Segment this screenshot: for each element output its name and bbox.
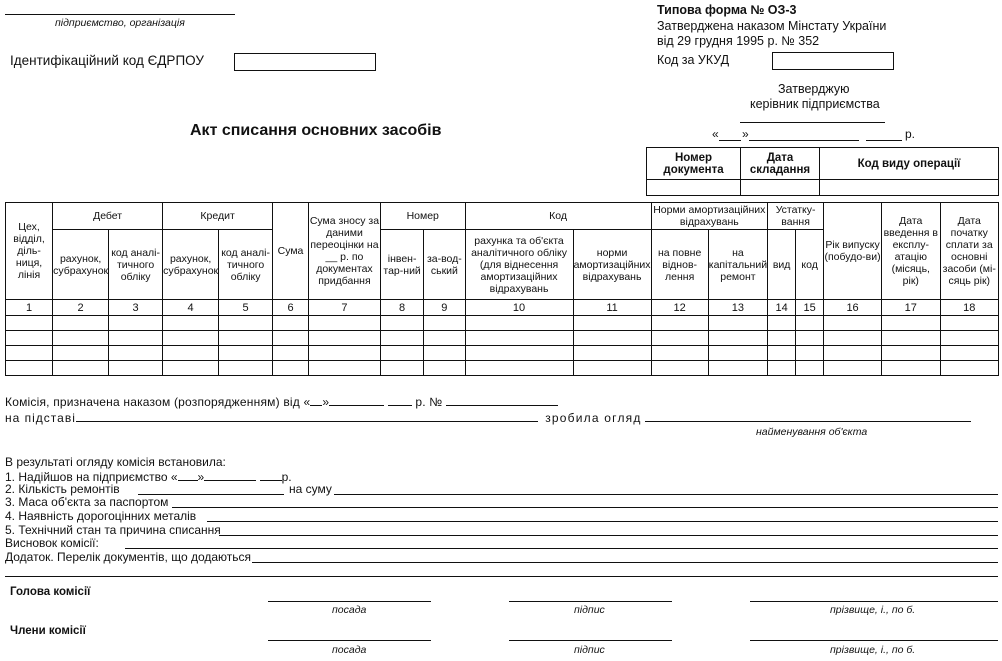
table-cell[interactable] [6, 361, 53, 376]
column-number-8: 8 [381, 300, 424, 316]
commission-order-text: Комісія, призначена наказом (розпорядженням) від « [5, 395, 311, 409]
asset-table [5, 202, 999, 376]
table-cell[interactable] [109, 331, 163, 346]
table-cell[interactable] [424, 346, 465, 361]
member-signature-caption: підпис [574, 644, 605, 656]
org-name-line[interactable] [5, 14, 235, 15]
table-cell[interactable] [940, 316, 998, 331]
head-position-caption: посада [332, 604, 367, 616]
approve-date-mid: » [742, 127, 749, 141]
col-debet-rahunok: рахунок, субрахунок [53, 230, 109, 300]
table-cell[interactable] [465, 331, 573, 346]
column-number-9: 9 [424, 300, 465, 316]
table-cell[interactable] [796, 346, 824, 361]
item-1-day-field[interactable] [178, 469, 198, 481]
doc-op-code-cell[interactable] [820, 180, 999, 196]
table-cell[interactable] [6, 316, 53, 331]
col-kod: Код [465, 203, 651, 230]
table-cell[interactable] [796, 331, 824, 346]
col-debet-kod: код аналі-тичного обліку [109, 230, 163, 300]
edrpou-label: Ідентифікаційний код ЄДРПОУ [10, 53, 204, 68]
members-label: Члени комісії [10, 625, 86, 637]
member-name-line[interactable] [750, 640, 998, 641]
table-cell[interactable] [573, 361, 651, 376]
col-zavodskyi: за-вод-ський [424, 230, 465, 300]
form-title: Типова форма № ОЗ-3 [657, 3, 797, 17]
table-cell[interactable] [768, 316, 796, 331]
head-name-caption: прізвище, і., по б. [830, 604, 916, 616]
approve-date-year: р. [905, 127, 916, 141]
column-number-6: 6 [273, 300, 309, 316]
commission-day-field[interactable] [310, 394, 322, 406]
commission-day-close: » [322, 395, 330, 409]
col-kredyt: Кредит [163, 203, 273, 230]
table-cell[interactable] [796, 316, 824, 331]
col-suma: Сума [273, 203, 309, 300]
col-vid: вид [768, 230, 796, 300]
conclusion-label: Висновок комісії: [5, 536, 99, 550]
table-cell[interactable] [424, 316, 465, 331]
item-1-month-field[interactable] [204, 469, 256, 481]
item-1-day-close: » [197, 470, 205, 484]
table-cell[interactable] [651, 331, 708, 346]
table-cell[interactable] [308, 316, 380, 331]
table-cell[interactable] [273, 361, 309, 376]
table-cell[interactable] [882, 316, 940, 331]
col-rik: Рік випуску (побудо-ви) [824, 203, 882, 300]
result-title: В результаті огляду комісія встановила: [5, 455, 226, 469]
table-cell[interactable] [824, 361, 882, 376]
table-cell[interactable] [6, 346, 53, 361]
item-4-field[interactable] [207, 521, 998, 522]
table-cell[interactable] [573, 331, 651, 346]
table-cell[interactable] [768, 361, 796, 376]
table-cell[interactable] [940, 361, 998, 376]
table-row[interactable] [6, 316, 999, 331]
ukud-label: Код за УКУД [657, 53, 730, 67]
table-cell[interactable] [882, 346, 940, 361]
table-cell[interactable] [308, 346, 380, 361]
table-cell[interactable] [940, 346, 998, 361]
table-row[interactable] [6, 331, 999, 346]
col-kredyt-kod: код аналі-тичного обліку [219, 230, 273, 300]
table-cell[interactable] [424, 331, 465, 346]
head-signature-caption: підпис [574, 604, 605, 616]
approve-day-line[interactable] [719, 140, 741, 141]
col-data-vvedennya: Дата введення в експлу-атацію (місяць, рік) [882, 203, 940, 300]
approve-word: Затверджую [778, 82, 850, 96]
column-number-1: 1 [6, 300, 53, 316]
commission-line2 [5, 410, 971, 425]
basis-label: на підставі [5, 411, 76, 425]
item-2-sum-label: на суму [289, 482, 332, 496]
table-cell[interactable] [573, 316, 651, 331]
approve-signature-line[interactable] [740, 122, 885, 123]
approve-date-open: « [712, 127, 719, 141]
table-row[interactable] [6, 346, 999, 361]
table-cell[interactable] [708, 361, 767, 376]
approve-year-line[interactable] [866, 140, 902, 141]
table-cell[interactable] [308, 361, 380, 376]
commission-line1 [5, 394, 558, 409]
document-header-table [646, 147, 999, 196]
item-3-field[interactable] [172, 507, 998, 508]
table-cell[interactable] [308, 331, 380, 346]
table-cell[interactable] [824, 346, 882, 361]
col-normy-am: норми амортизаційних відрахувань [573, 230, 651, 300]
col-kapital: на капітальний ремонт [708, 230, 767, 300]
col-normy-group: Норми амортизаційних відрахувань [651, 203, 768, 230]
table-cell[interactable] [824, 331, 882, 346]
member-position-line[interactable] [268, 640, 431, 641]
section-divider [5, 576, 998, 577]
doc-date-cell[interactable] [741, 180, 820, 196]
col-debet: Дебет [53, 203, 163, 230]
table-cell[interactable] [219, 346, 273, 361]
table-cell[interactable] [381, 331, 424, 346]
item-2-sum-field[interactable] [334, 494, 998, 495]
item-5-field[interactable] [219, 535, 998, 536]
table-cell[interactable] [796, 361, 824, 376]
head-label: Голова комісії [10, 586, 91, 598]
table-cell[interactable] [381, 316, 424, 331]
col-inventarnyi: інвен-тар-ний [381, 230, 424, 300]
object-name-field[interactable] [645, 410, 971, 422]
column-number-16: 16 [824, 300, 882, 316]
commission-number-field[interactable] [446, 394, 558, 406]
column-number-row [6, 300, 999, 316]
doc-number-header: Номер документа [647, 148, 741, 180]
col-suma-znosu: Сума зносу за даними переоцінки на __ р. по документах придбання [308, 203, 380, 300]
column-number-3: 3 [109, 300, 163, 316]
table-cell[interactable] [882, 331, 940, 346]
table-cell[interactable] [465, 316, 573, 331]
edrpou-field[interactable] [234, 53, 376, 71]
table-cell[interactable] [708, 316, 767, 331]
table-cell[interactable] [219, 316, 273, 331]
inspection-label: зробила огляд [545, 411, 642, 425]
head-name-line[interactable] [750, 601, 998, 602]
org-caption: підприємство, організація [55, 17, 185, 29]
doc-op-code-header: Код виду операції [820, 148, 999, 180]
doc-number-cell[interactable] [647, 180, 741, 196]
column-number-7: 7 [308, 300, 380, 316]
approve-month-line[interactable] [749, 140, 859, 141]
col-nomer: Номер [381, 203, 466, 230]
table-cell[interactable] [381, 346, 424, 361]
column-number-15: 15 [796, 300, 824, 316]
table-cell[interactable] [163, 361, 219, 376]
column-number-2: 2 [53, 300, 109, 316]
doc-date-header: Дата складання [741, 148, 820, 180]
table-row[interactable] [6, 361, 999, 376]
column-number-10: 10 [465, 300, 573, 316]
item-1-text: 1. Надійшов на підприємство « [5, 470, 178, 484]
member-signature-line[interactable] [509, 640, 672, 641]
form-approved-line1: Затверджена наказом Мінстату України [657, 19, 887, 33]
conclusion-field[interactable] [125, 548, 998, 549]
item-2-label: 2. Кількість ремонтів [5, 482, 120, 496]
table-cell[interactable] [708, 346, 767, 361]
col-ceh: Цех, відділ, діль-ниця, лінія [6, 203, 53, 300]
table-cell[interactable] [273, 316, 309, 331]
table-cell[interactable] [273, 331, 309, 346]
table-cell[interactable] [708, 331, 767, 346]
table-cell[interactable] [53, 331, 109, 346]
table-cell[interactable] [465, 361, 573, 376]
table-cell[interactable] [381, 361, 424, 376]
member-name-caption: прізвище, і., по б. [830, 644, 916, 656]
commission-year-field[interactable] [388, 394, 412, 406]
object-caption: найменування об'єкта [756, 426, 868, 438]
document-title: Акт списання основних засобів [190, 122, 442, 139]
commission-month-field[interactable] [329, 394, 384, 406]
column-number-12: 12 [651, 300, 708, 316]
table-cell[interactable] [465, 346, 573, 361]
head-position-line[interactable] [268, 601, 431, 602]
table-cell[interactable] [219, 361, 273, 376]
table-cell[interactable] [651, 346, 708, 361]
table-cell[interactable] [163, 316, 219, 331]
table-cell[interactable] [53, 346, 109, 361]
approve-head: керівник підприємства [750, 97, 880, 111]
commission-number-label: р. № [415, 395, 443, 409]
table-cell[interactable] [163, 331, 219, 346]
addendum-label: Додаток. Перелік документів, що додаються [5, 550, 252, 564]
column-number-13: 13 [708, 300, 767, 316]
table-cell[interactable] [163, 346, 219, 361]
head-signature-line[interactable] [509, 601, 672, 602]
col-ustatkuvannya: Устатку-вання [768, 203, 824, 230]
item-1-year-field[interactable] [260, 469, 282, 481]
addendum-field[interactable] [252, 562, 998, 563]
column-number-18: 18 [940, 300, 998, 316]
col-rahunka-obiekta: рахунка та об'єкта аналітичного обліку (для віднесення амортизаційних відрахувань [465, 230, 573, 300]
column-number-17: 17 [882, 300, 940, 316]
table-cell[interactable] [109, 346, 163, 361]
table-cell[interactable] [940, 331, 998, 346]
table-cell[interactable] [573, 346, 651, 361]
item-4-label: 4. Наявність дорогоцінних металів [5, 509, 197, 523]
table-cell[interactable] [651, 361, 708, 376]
item-1-year-label: р. [281, 470, 292, 484]
member-position-caption: посада [332, 644, 367, 656]
ukud-field[interactable] [772, 52, 894, 70]
table-cell[interactable] [53, 316, 109, 331]
table-cell[interactable] [219, 331, 273, 346]
table-cell[interactable] [6, 331, 53, 346]
table-cell[interactable] [824, 316, 882, 331]
col-kod2: код [796, 230, 824, 300]
column-number-4: 4 [163, 300, 219, 316]
item-3-label: 3. Маса об'єкта за паспортом [5, 495, 169, 509]
table-cell[interactable] [651, 316, 708, 331]
table-cell[interactable] [882, 361, 940, 376]
table-cell[interactable] [768, 346, 796, 361]
col-kredyt-rahunok: рахунок, субрахунок [163, 230, 219, 300]
table-cell[interactable] [109, 316, 163, 331]
basis-field[interactable] [76, 410, 538, 422]
item-5-label: 5. Технічний стан та причина списання [5, 523, 221, 537]
column-number-11: 11 [573, 300, 651, 316]
table-cell[interactable] [768, 331, 796, 346]
table-cell[interactable] [109, 361, 163, 376]
column-number-5: 5 [219, 300, 273, 316]
column-number-14: 14 [768, 300, 796, 316]
table-cell[interactable] [53, 361, 109, 376]
form-approved-line2: від 29 грудня 1995 р. № 352 [657, 34, 820, 48]
col-povne: на повне віднов-лення [651, 230, 708, 300]
table-cell[interactable] [273, 346, 309, 361]
table-cell[interactable] [424, 361, 465, 376]
col-data-splaty: Дата початку сплати за основні засоби (мі-сяць рік) [940, 203, 998, 300]
